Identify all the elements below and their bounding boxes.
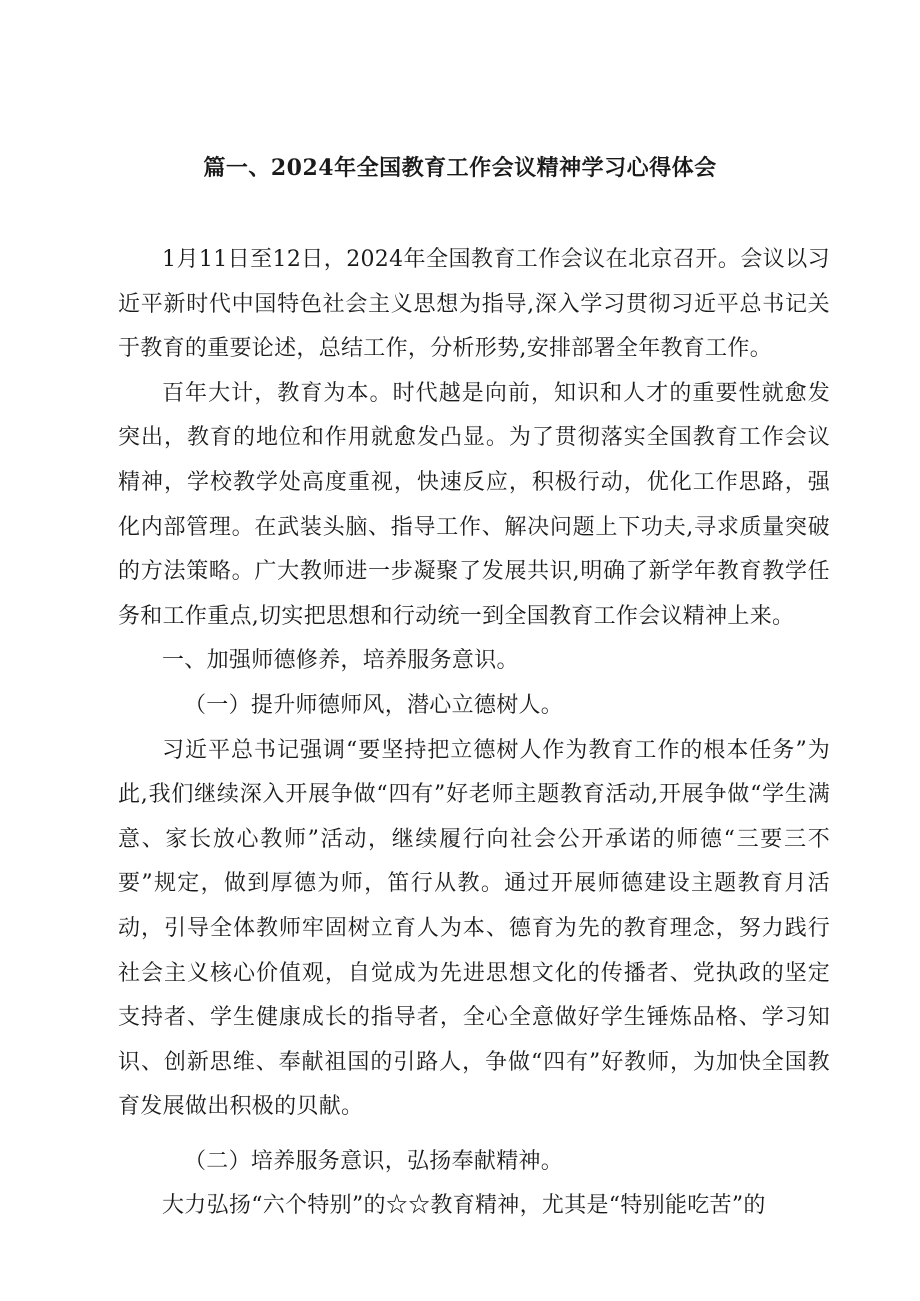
paragraph-teacher-ethics: 习近平总书记强调“要坚持把立德树人作为教育工作的根本任务”为此,我们继续深入开展争做“四有”好老师主题教育活动,开展争做“学生满意、家长放心教师”活动，继续履行向社会公开承诺的师德“三要三不要”规定，做到厚德为师，笛行从教。通过开展师德建设主题教育月活动，引导全体教师牢固树立育人为本、德育为先的教育理念，努力践行社会主义核心价值观，自觉成为先进思想文化的传播者、党执政的坚定支持者、学生健康成长的指导者，全心全意做好学生锤炼品格、学习知识、创新思维、奉献祖国的引路人，争做“四有”好教师，为加快全国教育发展做出积极的贝献。 [118,737,830,1120]
paragraph-education-foundation: 百年大计，教育为本。时代越是向前，知识和人才的重要性就愈发突出，教育的地位和作用就愈发凸显。为了贯彻落实全国教育工作会议精神，学校教学处高度重视，快速反应，积极行动，优化工作思路，强化内部管理。在武装头脑、指导工作、解决问题上下功夫,寻求质量突破的方法策略。广大教师进一步凝聚了发展共识,明确了新学年教育教学任务和工作重点,切实把思想和行动统一到全国教育工作会议精神上来。 [118,380,830,629]
document-title: 篇一、2024年全国教育工作会议精神学习心得体会 [203,155,717,181]
subsection-heading-1: （一）提升师德师风，潜心立德树人。 [184,692,564,718]
paragraph-gap [118,1130,830,1140]
subsection-heading-2: （二）培养服务意识，弘扬奉献精神。 [184,1148,564,1174]
paragraph-service-spirit: 大力弘扬“六个特别”的☆☆教育精神，尤其是“特别能吃苦”的 [162,1193,766,1219]
document-body [118,238,830,1229]
section-heading-1: 一、加强师德修养，培养服务意识。 [162,648,519,674]
paragraph-meeting-summary: 1月11日至12日，2024年全国教育工作会议在北京召开。会议以习近平新时代中国特色社会主义思想为指导,深入学习贯彻习近平总书记关于教育的重要论述，总结工作，分析形势,安排部署全年教育工作。 [118,247,830,362]
